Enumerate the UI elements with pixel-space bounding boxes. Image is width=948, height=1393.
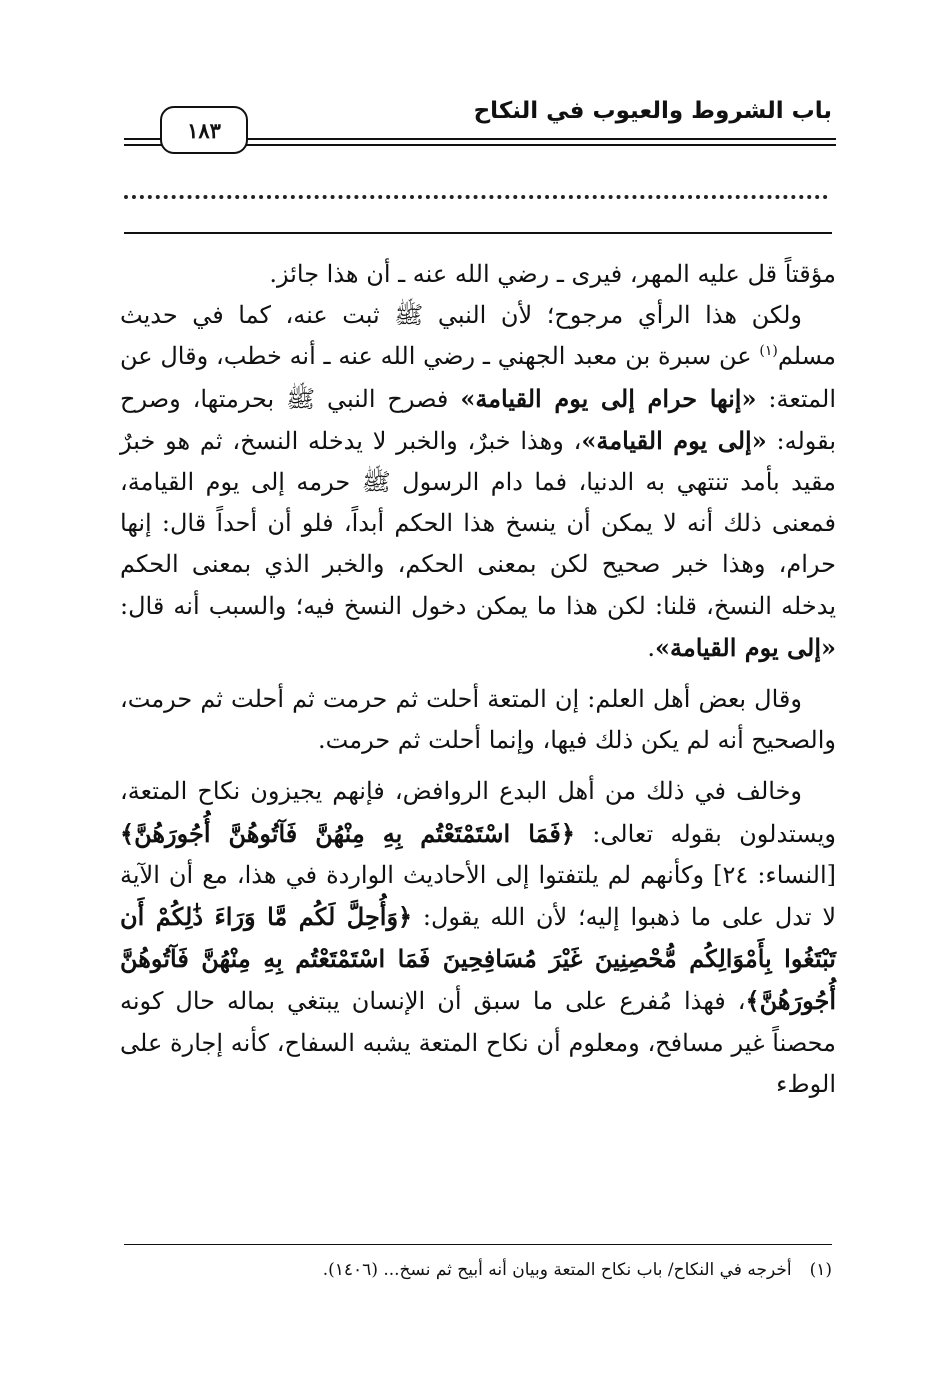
paragraph-4 bbox=[120, 771, 836, 1105]
text-run: ولكن هذا الرأي مرجوح؛ لأن النبي ﷺ ثبت عنه، كما في حديث مسلم bbox=[120, 301, 836, 371]
dotted-separator bbox=[124, 195, 828, 199]
text-run: ، فهذا مُفرع على ما سبق أن الإنسان يبتغي بماله حال كونه محصناً غير مسافح، ومعلوم أن نكاح المتعة يشبه السفاح، كأنه إجارة على الوطء bbox=[120, 987, 836, 1098]
text-run: وخالف في ذلك من أهل البدع الروافض، فإنهم يجيزون نكاح المتعة، ويستدلون بقوله تعالى: bbox=[120, 777, 836, 848]
text-run: فصرح النبي ﷺ بحرمتها، وصرح بقوله: bbox=[120, 384, 836, 455]
quran-verse: ﴿وَأُحِلَّ لَكُم مَّا وَرَاءَ ذَٰلِكُمْ أَن تَبْتَغُوا بِأَمْوَالِكُم مُّحْصِنِينَ غَيْرَ مُسَافِحِينَ فَمَا اسْتَمْتَعْتُم بِهِ مِنْهُنَّ فَآتُوهُنَّ أُجُورَهُنَّ﴾ bbox=[120, 902, 836, 1016]
hadith-quote: «إنها حرام إلى يوم القيامة» bbox=[460, 383, 757, 413]
paragraph-3: وقال بعض أهل العلم: إن المتعة أحلت ثم حرمت ثم أحلت ثم حرمت، والصحيح أنه لم يكن ذلك فيها، وإنما أحلت ثم حرمت. bbox=[120, 685, 836, 755]
paragraph-2 bbox=[120, 295, 836, 669]
text-run: . bbox=[647, 633, 655, 662]
text-run: [النساء: ٢٤] وكأنهم لم يلتفتوا إلى الأحاديث الواردة في هذا، مع أن الآية لا تدل على ما ذهبوا إليه؛ لأن الله يقول: bbox=[120, 860, 837, 932]
text-run: عن سبرة بن معبد الجهني ـ رضي الله عنه ـ أنه خطب، وقال عن المتعة: bbox=[120, 342, 836, 413]
chapter-title: باب الشروط والعيوب في النكاح bbox=[473, 98, 832, 124]
footnote-marker: (١) bbox=[809, 1260, 832, 1280]
page-header bbox=[120, 92, 836, 152]
footnote-rule bbox=[124, 1244, 832, 1245]
footnote-reference: (١) bbox=[759, 343, 778, 360]
hadith-quote: «إلى يوم القيامة» bbox=[654, 632, 836, 662]
paragraph-1: مؤقتاً قل عليه المهر، فيرى ـ رضي الله عنه ـ أن هذا جائز. bbox=[269, 260, 836, 288]
main-text bbox=[120, 254, 836, 1105]
page-number: ١٨٣ bbox=[160, 106, 248, 154]
footnote-text: أخرجه في النكاح/ باب نكاح المتعة وبيان أنه أبيح ثم نسخ... (١٤٠٦). bbox=[322, 1260, 792, 1280]
hadith-quote: «إلى يوم القيامة» bbox=[581, 425, 767, 455]
footnote bbox=[120, 1258, 832, 1282]
text-run: ، وهذا خبرٌ، والخبر لا يدخله النسخ، ثم هو خبرٌ مقيد بأمد تنتهي به الدنيا، فما دام الرسول ﷺ حرمه إلى يوم القيامة، فمعنى ذلك أنه لا يمكن أن ينسخ هذا الحكم أبداً، فلو أن أحداً قال: إنها حرام، وهذا خبر صحيح لكن بمعنى الحكم، والخبر الذي بمعنى الحكم يدخله النسخ، قلنا: لكن هذا ما يمكن دخول النسخ فيه؛ والسبب أنه قال: bbox=[120, 426, 836, 620]
section-rule bbox=[124, 232, 832, 234]
quran-verse: ﴿فَمَا اسْتَمْتَعْتُم بِهِ مِنْهُنَّ فَآتُوهُنَّ أُجُورَهُنَّ﴾ bbox=[120, 818, 575, 848]
